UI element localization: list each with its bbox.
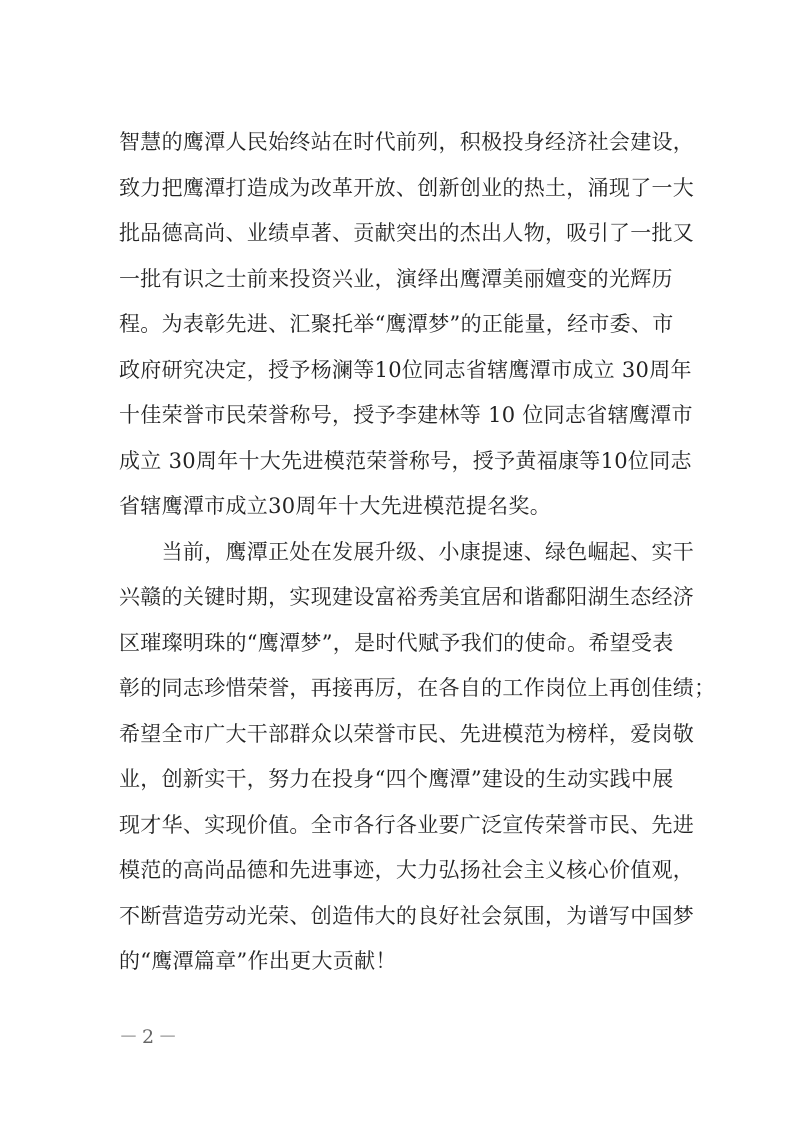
- text-line-9: 省辖鹰潭市成立30周年十大先进模范提名奖。: [119, 494, 552, 518]
- text-line-15: 业，创新实干，努力在投身“四个鹰潭”建设的生动实践中展: [119, 767, 674, 791]
- text-line-14: 希望全市广大干部群众以荣誉市民、先进模范为榜样，爱岗敬: [119, 721, 695, 746]
- text-line-11: 兴赣的关键时期，实现建设富裕秀美宜居和谐鄱阳湖生态经济: [119, 585, 695, 609]
- body-text: [119, 120, 716, 985]
- text-line-4: 一批有识之士前来投资兴业，演绎出鹰潭美丽嬗变的光辉历: [119, 266, 673, 291]
- text-line-13: 彰的同志珍惜荣誉，再接再厉，在各自的工作岗位上再创佳绩；: [119, 676, 716, 700]
- text-line-7: 十佳荣誉市民荣誉称号，授予李建林等 10 位同志省辖鹰潭市: [119, 403, 693, 427]
- text-line-18: 不断营造劳动光荣、创造伟大的良好社会氛围，为谱写中国梦: [119, 903, 695, 928]
- text-line-12: 区璀璨明珠的“鹰潭梦”，是时代赋予我们的使命。希望受表: [119, 630, 674, 655]
- page-number: －2－: [119, 1026, 182, 1048]
- text-line-5: 程。为表彰先进、汇聚托举“鹰潭梦”的正能量，经市委、市: [119, 312, 674, 336]
- text-line-10: 当前，鹰潭正处在发展升级、小康提速、绿色崛起、实干: [119, 539, 695, 564]
- text-line-2: 致力把鹰潭打造成为改革开放、创新创业的热土，涌现了一大: [119, 175, 695, 200]
- text-line-17: 模范的高尚品德和先进事迹，大力弘扬社会主义核心价值观，: [119, 858, 695, 882]
- text-line-6: 政府研究决定，授予杨澜等10位同志省辖鹰潭市成立 30周年: [119, 357, 692, 382]
- text-line-1: 智慧的鹰潭人民始终站在时代前列，积极投身经济社会建设，: [119, 130, 695, 154]
- text-line-16: 现才华、实现价值。全市各行各业要广泛宣传荣誉市民、先进: [119, 812, 695, 837]
- text-line-19: 的“鹰潭篇章”作出更大贡献！: [119, 949, 397, 973]
- text-line-8: 成立 30周年十大先进模范荣誉称号，授予黄福康等10位同志: [119, 448, 692, 473]
- text-line-3: 批品德高尚、业绩卓著、贡献突出的杰出人物，吸引了一批又: [119, 221, 695, 245]
